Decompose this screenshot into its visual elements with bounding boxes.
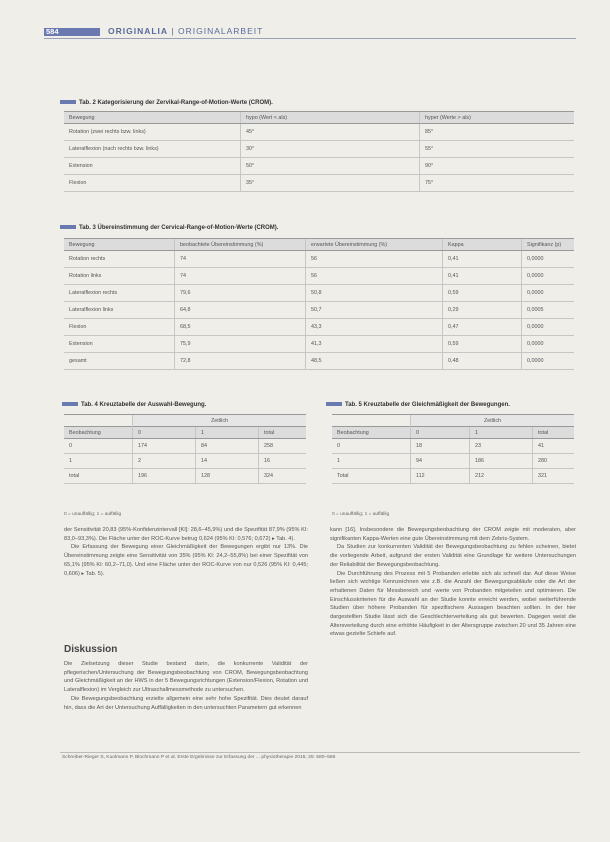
table-cell: 43,3 bbox=[306, 319, 443, 336]
table-header-row bbox=[332, 427, 574, 439]
table-cell: 75° bbox=[420, 175, 575, 192]
table-cell: 74 bbox=[175, 251, 306, 268]
table-cell: 0,41 bbox=[443, 251, 522, 268]
table-header-cell: hyper (Werte > als) bbox=[420, 112, 575, 124]
table-cell: Rotation (zwei rechts bzw. links) bbox=[64, 124, 241, 141]
table-cell: 0,0000 bbox=[522, 268, 575, 285]
table-cell: 1 bbox=[332, 454, 411, 469]
table-header-cell: Bewegung bbox=[64, 239, 175, 251]
table5-note: 0 = unauffällig; 1 = auffällig bbox=[332, 512, 390, 517]
table-cell: 35° bbox=[241, 175, 420, 192]
table2-caption bbox=[60, 100, 273, 106]
table-cell: 74 bbox=[175, 268, 306, 285]
table-cell: 85° bbox=[420, 124, 575, 141]
table-cell: 174 bbox=[133, 439, 196, 454]
paragraph: Da Studien zur konkurrenten Validität der Bewegungsbeobachtung zu fehlen scheinen, bietet die vorliegende Arbeit, aufgrund der ersten Validität eine Grundlage für weitere Untersuchungen der Reliabilität der Bewegungsbeobachtung. bbox=[330, 544, 576, 568]
table-cell: 0,59 bbox=[443, 285, 522, 302]
table-cell: 186 bbox=[470, 454, 533, 469]
table4-caption-text: Tab. 4 Kreuztabelle der Auswahl-Bewegung. bbox=[81, 402, 207, 408]
table-cell: 18 bbox=[411, 439, 470, 454]
table-cell: 55° bbox=[420, 141, 575, 158]
table-cell: 0,0000 bbox=[522, 319, 575, 336]
table-header-cell: Beobachtung bbox=[332, 427, 411, 439]
table-cell: Lateralflexion links bbox=[64, 302, 175, 319]
table-super-header: Zeitlich bbox=[133, 415, 307, 427]
table-cell: 0,0000 bbox=[522, 336, 575, 353]
table-cell: Rotation links bbox=[64, 268, 175, 285]
table4-note: 0 = unauffällig; 1 = auffällig bbox=[64, 512, 122, 517]
table-header-cell: hypo (Wert < als) bbox=[241, 112, 420, 124]
table-cell: 14 bbox=[196, 454, 259, 469]
table-cell: 50,7 bbox=[306, 302, 443, 319]
header-rule bbox=[44, 38, 576, 39]
table-cell: 2 bbox=[133, 454, 196, 469]
table5-caption bbox=[326, 402, 510, 408]
caption-marker bbox=[60, 225, 76, 229]
table-header-cell: erwartete Übereinstimmung (%) bbox=[306, 239, 443, 251]
table-row bbox=[64, 141, 574, 158]
table-cell: Lateralflexion rechts bbox=[64, 285, 175, 302]
table-cell: 0,41 bbox=[443, 268, 522, 285]
table-cell: 0,0005 bbox=[522, 302, 575, 319]
table-cell: 0,48 bbox=[443, 353, 522, 370]
table2 bbox=[64, 111, 574, 192]
paragraph: Die Durchführung des Prozess mit 5 Probanden erlebte sich als schnell dar. Auf diese Weise ließen sich wichtige Kennzeichnen wie z.B. die Anzahl der Bewegungsabläufe oder die Art der erhaltenen Daten für Messbereich und -werte von Probanden mitgeteilen und optimieren. Die Einschlusskriterien für die Auswahl an der Studie konnte erreicht werden, wobei weiterführende Studien über höhere Probanden für spezifischere Aussagen beachten sollten. In der hier dargestellten Studie lässt sich die Geschlechterverteilung als gut bewerten. Dagegen weist die Altersverteilung durch eine erhöhte Häufigkeit in der Altersgruppe zwischen 20 und 35 Jahren eine etwas gezielte Schiefe auf. bbox=[330, 570, 576, 638]
table-cell: 324 bbox=[259, 469, 307, 484]
table-cell: 72,8 bbox=[175, 353, 306, 370]
table-cell: Flexion bbox=[64, 175, 241, 192]
table-cell: Extension bbox=[64, 336, 175, 353]
footer-rule bbox=[60, 752, 580, 753]
table-row bbox=[64, 124, 574, 141]
footer-citation: Schreiber-Rieger S, Kuolmann P, Blochmann P et al. Erste Ergebnisse zur Erfassung der ... physiotherapie 2015; 25: 580–586 bbox=[62, 755, 336, 760]
paragraph: kann [16]. Insbesondere die Bewegungsbeobachtung der CROM zeigte mit moderaten, aber signifikanten Kappa-Werten eine gute Übereinstimmung mit dem Zebris-System. bbox=[330, 527, 576, 542]
table-header-cell: Kappa bbox=[443, 239, 522, 251]
table-row bbox=[64, 319, 574, 336]
table-cell: 50,8 bbox=[306, 285, 443, 302]
table-cell: 16 bbox=[259, 454, 307, 469]
section-title: ORIGINALIA | ORIGINALARBEIT bbox=[108, 26, 264, 36]
table-header-cell: 1 bbox=[470, 427, 533, 439]
table2-caption-text: Tab. 2 Kategorisierung der Zervikal-Range-of-Motion-Werte (CROM). bbox=[79, 100, 273, 106]
paragraph: der Sensitivität 20,83 (95%-Konfidenzintervall [KI]: 28,6–45,9%) und die Spezifität 87,9% (95% KI: 83,0–93,3%). Die Fläche unter der ROC-Kurve betrug 0,624 (95% KI: 0,576; 0,672) ▸ Tab. 4). bbox=[64, 527, 308, 542]
section-name: ORIGINALIA bbox=[108, 26, 169, 36]
table-cell: 0,59 bbox=[443, 336, 522, 353]
table-super-header-row bbox=[64, 415, 306, 427]
table-header-cell: 0 bbox=[133, 427, 196, 439]
table-cell: 23 bbox=[470, 439, 533, 454]
caption-marker bbox=[62, 402, 78, 406]
table-header-cell: beobachtete Übereinstimmung (%) bbox=[175, 239, 306, 251]
table-header-row bbox=[64, 427, 306, 439]
paragraph: Die Erfassung der Bewegung einer Gleichmäßigkeit der Bewegungen ergibt nur 13%. Die Übereinstimmung zeigte eine Sensitivität von 35% (95% KI: 24,2–55,8%) bei einer Spezifität von 65,1% (95% KI: 60,2–71,0). Und eine Fläche unter der ROC-Kurve von nur 0,526 (95% KI: 0,445; 0,606) ▸ Tab. 5). bbox=[64, 544, 308, 577]
table-header-cell: Signifikanz (p) bbox=[522, 239, 575, 251]
table-cell: Extension bbox=[64, 158, 241, 175]
table-row bbox=[64, 454, 306, 469]
body-text-left bbox=[64, 526, 308, 578]
table-cell: 64,8 bbox=[175, 302, 306, 319]
table-cell: total bbox=[64, 469, 133, 484]
table-row bbox=[64, 336, 574, 353]
table-cell: gesamt bbox=[64, 353, 175, 370]
table-cell: 79,6 bbox=[175, 285, 306, 302]
table5 bbox=[332, 414, 574, 484]
table-cell: 84 bbox=[196, 439, 259, 454]
discussion-text bbox=[64, 660, 308, 712]
table4 bbox=[64, 414, 306, 484]
table-cell: 1 bbox=[64, 454, 133, 469]
table-cell: 48,5 bbox=[306, 353, 443, 370]
table-cell: 30° bbox=[241, 141, 420, 158]
body-text-right bbox=[330, 526, 576, 639]
table-cell: 0,47 bbox=[443, 319, 522, 336]
table3-caption bbox=[60, 225, 278, 231]
table-cell: 112 bbox=[411, 469, 470, 484]
caption-marker bbox=[326, 402, 342, 406]
table-row bbox=[64, 285, 574, 302]
table-header-cell: 0 bbox=[411, 427, 470, 439]
table-row bbox=[64, 268, 574, 285]
table-row bbox=[64, 302, 574, 319]
table-cell: 196 bbox=[133, 469, 196, 484]
table-cell: 45° bbox=[241, 124, 420, 141]
table-cell: 41,3 bbox=[306, 336, 443, 353]
table-cell: Lateralflexion (nach rechts bzw. links) bbox=[64, 141, 241, 158]
table-cell: 56 bbox=[306, 251, 443, 268]
paragraph: Die Zielsetzung dieser Studie bestand darin, die konkurrente Validität der pflegerischen/Untersuchung der Bewegungsbeobachtung von CROM, Bewegungsbeobachtung und Gleichmäßigkeit an der HWS in der 5 Bewegungsrichtungen (Extension/Flexion, Rotation und Lateralflexion) im Vergleich zur Ultraschallmessmethode zu untersuchen. bbox=[64, 661, 308, 694]
discussion-heading: Diskussion bbox=[64, 644, 118, 655]
table-header-cell: Beobachtung bbox=[64, 427, 133, 439]
table-row bbox=[332, 469, 574, 484]
table-row bbox=[64, 251, 574, 268]
table-cell: 212 bbox=[470, 469, 533, 484]
table-header-row bbox=[64, 239, 574, 251]
table3-caption-text: Tab. 3 Übereinstimmung der Cervical-Range-of-Motion-Werte (CROM). bbox=[79, 225, 279, 231]
paragraph: Die Bewegungsbeobachtung erzielte allgemein eine sehr hohe Spezifität. Dies deutet darauf hin, dass die Art der Untersuchung Auffälligkeiten in den untersuchten Parametern gut erkennen bbox=[64, 695, 308, 711]
table-header-cell: total bbox=[259, 427, 307, 439]
table-cell: 75,9 bbox=[175, 336, 306, 353]
table-cell: 321 bbox=[533, 469, 575, 484]
table-cell: 280 bbox=[533, 454, 575, 469]
table-cell: 0 bbox=[64, 439, 133, 454]
table-header-cell: total bbox=[533, 427, 575, 439]
table-cell: 0 bbox=[332, 439, 411, 454]
table-row bbox=[332, 454, 574, 469]
table-header-row bbox=[64, 112, 574, 124]
table5-caption-text: Tab. 5 Kreuztabelle der Gleichmäßigkeit der Bewegungen. bbox=[345, 402, 510, 408]
table-cell: 68,5 bbox=[175, 319, 306, 336]
table3 bbox=[64, 238, 574, 370]
table-header-cell: Bewegung bbox=[64, 112, 241, 124]
table-super-header: Zeitlich bbox=[411, 415, 575, 427]
page-number: 584 bbox=[46, 27, 59, 36]
table-cell: 258 bbox=[259, 439, 307, 454]
table-cell: Total bbox=[332, 469, 411, 484]
table-cell: 41 bbox=[533, 439, 575, 454]
table-row bbox=[64, 439, 306, 454]
table-cell: 56 bbox=[306, 268, 443, 285]
table-cell: 128 bbox=[196, 469, 259, 484]
table-cell: Flexion bbox=[64, 319, 175, 336]
table-super-header-row bbox=[332, 415, 574, 427]
table-cell: 0,29 bbox=[443, 302, 522, 319]
table-cell: 94 bbox=[411, 454, 470, 469]
table-cell: 50° bbox=[241, 158, 420, 175]
table-cell: 0,0000 bbox=[522, 285, 575, 302]
table-cell: 90° bbox=[420, 158, 575, 175]
table-cell: 0,0000 bbox=[522, 251, 575, 268]
table-header-cell: 1 bbox=[196, 427, 259, 439]
table4-caption bbox=[62, 402, 206, 408]
table-row bbox=[64, 469, 306, 484]
caption-marker bbox=[60, 100, 76, 104]
table-cell: 0,0000 bbox=[522, 353, 575, 370]
section-subname: ORIGINALARBEIT bbox=[178, 26, 264, 36]
table-row bbox=[332, 439, 574, 454]
table-row bbox=[64, 175, 574, 192]
table-row bbox=[64, 158, 574, 175]
table-cell: Rotation rechts bbox=[64, 251, 175, 268]
table-row bbox=[64, 353, 574, 370]
